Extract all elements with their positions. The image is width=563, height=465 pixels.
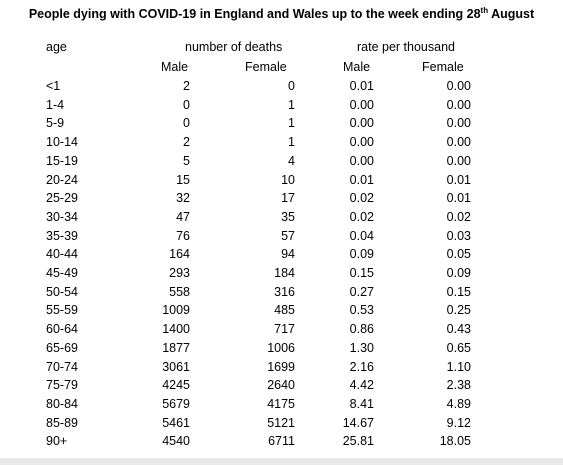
cell-female-rate: 1.10 <box>446 360 471 374</box>
cell-male-deaths: 0 <box>183 116 190 130</box>
cell-age: <1 <box>46 79 61 93</box>
cell-male-deaths: 5461 <box>162 416 190 430</box>
cell-male-rate: 0.00 <box>349 116 374 130</box>
cell-male-rate: 0.09 <box>349 247 374 261</box>
cell-female-rate: 9.12 <box>446 416 471 430</box>
cell-age: 85-89 <box>46 416 78 430</box>
cell-male-deaths: 15 <box>176 173 190 187</box>
cell-female-deaths: 57 <box>281 229 295 243</box>
cell-female-rate: 4.89 <box>446 397 471 411</box>
cell-age: 80-84 <box>46 397 78 411</box>
cell-male-rate: 0.86 <box>349 322 374 336</box>
cell-age: 5-9 <box>46 116 65 130</box>
cell-male-rate: 0.27 <box>349 285 374 299</box>
cell-age: 90+ <box>46 434 68 448</box>
cell-female-rate: 0.65 <box>446 341 471 355</box>
cell-female-deaths: 4 <box>288 154 295 168</box>
cell-female-deaths: 10 <box>281 173 295 187</box>
title-superscript: th <box>480 6 489 15</box>
cell-female-rate: 0.43 <box>446 322 471 336</box>
cell-female-deaths: 5121 <box>267 416 295 430</box>
cell-female-deaths: 184 <box>274 266 295 280</box>
cell-male-deaths: 293 <box>169 266 190 280</box>
cell-female-rate: 0.02 <box>446 210 471 224</box>
cell-male-rate: 0.00 <box>349 154 374 168</box>
cell-male-deaths: 76 <box>176 229 190 243</box>
cell-age: 45-49 <box>46 266 78 280</box>
cell-male-deaths: 47 <box>176 210 190 224</box>
cell-male-rate: 0.00 <box>349 98 374 112</box>
cell-female-deaths: 1699 <box>267 360 295 374</box>
cell-female-deaths: 485 <box>274 303 295 317</box>
cell-male-rate: 0.02 <box>349 210 374 224</box>
cell-female-rate: 0.09 <box>446 266 471 280</box>
cell-female-rate: 0.00 <box>446 116 471 130</box>
cell-male-rate: 14.67 <box>342 416 374 430</box>
cell-female-deaths: 0 <box>288 79 295 93</box>
header-rate-per-thousand: rate per thousand <box>357 40 455 54</box>
cell-male-rate: 0.02 <box>349 191 374 205</box>
cell-female-rate: 0.03 <box>446 229 471 243</box>
cell-female-rate: 0.15 <box>446 285 471 299</box>
cell-age: 60-64 <box>46 322 78 336</box>
cell-female-deaths: 1006 <box>267 341 295 355</box>
cell-male-rate: 2.16 <box>349 360 374 374</box>
header-number-of-deaths: number of deaths <box>185 40 283 54</box>
cell-age: 65-69 <box>46 341 78 355</box>
cell-male-deaths: 0 <box>183 98 190 112</box>
cell-female-deaths: 1 <box>288 135 295 149</box>
header-male-rate: Male <box>343 60 371 74</box>
cell-male-deaths: 4245 <box>162 378 190 392</box>
cell-male-deaths: 1400 <box>162 322 190 336</box>
cell-male-deaths: 164 <box>169 247 190 261</box>
cell-age: 35-39 <box>46 229 78 243</box>
cell-male-deaths: 2 <box>183 79 190 93</box>
cell-female-rate: 0.01 <box>446 191 471 205</box>
header-female-deaths: Female <box>245 60 287 74</box>
cell-male-rate: 4.42 <box>349 378 374 392</box>
cell-male-deaths: 32 <box>176 191 190 205</box>
cell-male-deaths: 5 <box>183 154 190 168</box>
cell-age: 40-44 <box>46 247 78 261</box>
cell-female-deaths: 1 <box>288 98 295 112</box>
cell-female-deaths: 4175 <box>267 397 295 411</box>
cell-male-rate: 8.41 <box>349 397 374 411</box>
cell-female-rate: 0.00 <box>446 79 471 93</box>
cell-male-rate: 0.04 <box>349 229 374 243</box>
cell-male-rate: 25.81 <box>342 434 374 448</box>
cell-female-rate: 0.05 <box>446 247 471 261</box>
cell-male-deaths: 1877 <box>162 341 190 355</box>
cell-age: 10-14 <box>46 135 78 149</box>
cell-female-deaths: 17 <box>281 191 295 205</box>
cell-male-rate: 0.15 <box>349 266 374 280</box>
cell-female-rate: 0.25 <box>446 303 471 317</box>
cell-male-deaths: 5679 <box>162 397 190 411</box>
header-female-rate: Female <box>422 60 464 74</box>
cell-male-deaths: 1009 <box>162 303 190 317</box>
cell-female-rate: 0.00 <box>446 135 471 149</box>
cell-female-rate: 2.38 <box>446 378 471 392</box>
cell-age: 75-79 <box>46 378 78 392</box>
cell-female-deaths: 35 <box>281 210 295 224</box>
cell-female-deaths: 6711 <box>268 434 295 448</box>
cell-male-rate: 1.30 <box>349 341 374 355</box>
cell-male-deaths: 558 <box>169 285 190 299</box>
cell-female-rate: 18.05 <box>439 434 471 448</box>
cell-male-rate: 0.00 <box>349 135 374 149</box>
cell-age: 55-59 <box>46 303 78 317</box>
cell-age: 50-54 <box>46 285 78 299</box>
cell-female-deaths: 2640 <box>267 378 295 392</box>
title-text: People dying with COVID-19 in England and Wales up to the week ending 28 <box>28 7 481 22</box>
cell-female-rate: 0.00 <box>446 98 471 112</box>
cell-male-rate: 0.01 <box>349 79 374 93</box>
cell-male-rate: 0.53 <box>349 303 374 317</box>
cell-female-rate: 0.00 <box>446 154 471 168</box>
cell-male-deaths: 2 <box>183 135 190 149</box>
cell-male-rate: 0.01 <box>349 173 374 187</box>
cell-female-deaths: 1 <box>288 116 295 130</box>
cell-age: 1-4 <box>46 98 65 112</box>
cell-age: 20-24 <box>46 173 78 187</box>
cell-female-deaths: 94 <box>281 247 295 261</box>
cell-male-deaths: 3061 <box>162 360 190 374</box>
bottom-bar <box>0 458 563 465</box>
cell-male-deaths: 4540 <box>162 434 190 448</box>
cell-age: 70-74 <box>46 360 78 374</box>
header-male-deaths: Male <box>161 60 189 74</box>
cell-age: 25-29 <box>46 191 78 205</box>
cell-female-deaths: 316 <box>274 285 295 299</box>
cell-female-deaths: 717 <box>274 322 295 336</box>
header-age: age <box>46 40 67 54</box>
title-end: August <box>488 7 535 22</box>
cell-age: 30-34 <box>46 210 78 224</box>
cell-female-rate: 0.01 <box>446 173 471 187</box>
cell-age: 15-19 <box>46 154 78 168</box>
